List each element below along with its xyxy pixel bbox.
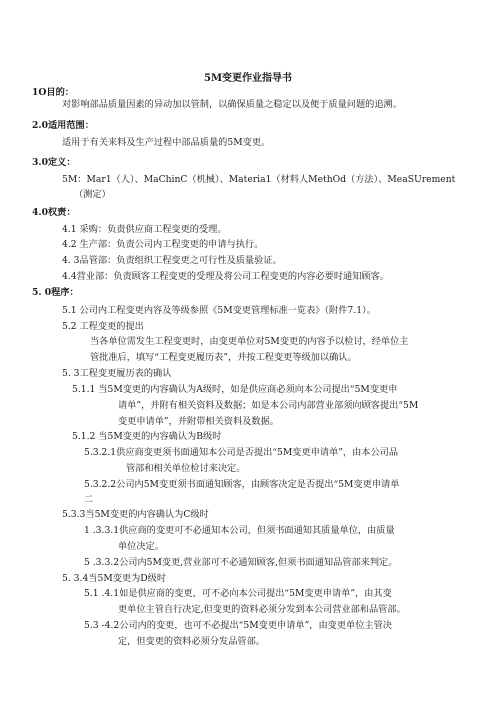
- list-item: 5.2 工程变更的提出: [62, 321, 144, 332]
- body-text: 更单位主管自行决定,但变更的资料必须分发到本公司营业部和品管部。: [118, 604, 406, 615]
- list-item: 5. 3工程变更履历表的确认: [62, 368, 172, 379]
- body-text: 适用于有关来料及生产过程中部品质量的5M变更。: [62, 137, 271, 148]
- body-text: 请单”，并附有相关资料及数据；如是本公司内部营业部须向顾客提出“5M: [118, 400, 419, 411]
- list-item: 5.1 .4.1如是供应商的变更，可不必向本公司提出“5M变更申请单”，由其变: [84, 588, 392, 599]
- list-item: 1 .3.3.1供应商的变更可不必通知本公司，但须书面通知其质量单位，由质量: [84, 525, 395, 536]
- list-item: 5. 3.4当5M变更为D级时: [62, 573, 167, 584]
- body-text: 5M：Mar1（人）、MaChinC（机械）、Materia1（材料人MethOd（方法）、MeaSUrement: [62, 174, 456, 185]
- section-heading: 5. 0程序：: [32, 287, 79, 298]
- list-item: 5.1 公司内工程变更内容及等级参照《5M变更管理标准一览表》（附件7.1）。: [62, 305, 376, 316]
- list-item: 4.4营业部：负责顾客工程变更的受理及将公司工程变更的内容必要时通知顾客。: [62, 271, 389, 282]
- list-item: 5.1.2 当5M变更的内容确认为B级时: [72, 431, 222, 442]
- list-item: 5.3.3当5M变更的内容确认为C级时: [62, 509, 209, 520]
- list-item: 5.3.2.1供应商变更须书面通知本公司是否提出“5M变更申请单”，由本公司品: [84, 447, 399, 458]
- body-text: 定，但变更的资料必须分发品管部。: [118, 636, 265, 647]
- list-item: 4.2 生产部：负责公司内工程变更的申请与执行。: [62, 239, 264, 250]
- list-item: 4. 3品管部：负责组织工程变更之可行性及质量验证。: [62, 255, 282, 266]
- section-heading: 1O目的：: [32, 87, 74, 98]
- list-item: 5 .3.3.2公司内5M变更,营业部可不必通知顾客,但须书面通知品管部来判定。: [84, 557, 398, 568]
- page-title: 5M变更作业指导书: [203, 73, 293, 84]
- list-item: 5.3.2.2公司内5M变更须书面通知顾客，由顾客决定是否提出“5M变更申请单: [84, 479, 400, 490]
- section-heading: 3.0定义：: [32, 157, 76, 168]
- list-item: 4.1 采购：负责供应商工程变更的受理。: [62, 224, 227, 235]
- body-text: 管批准后，填写“工程变更履历表”，并按工程变更等级加以确认。: [90, 352, 357, 363]
- body-text: 二: [84, 494, 94, 505]
- body-text: 单位决定。: [118, 541, 164, 552]
- body-text: 对影响部品质量因素的异动加以管制，以确保质量之稳定以及便于质量问题的追溯。: [62, 99, 402, 110]
- body-text: 管部和相关单位检讨来决定。: [126, 463, 246, 474]
- body-text: （测定）: [74, 189, 111, 200]
- list-item: 5.1.1 当5M变更的内容确认为A级时，如是供应商必须向本公司提出“5M变更申: [72, 384, 398, 395]
- body-text: 当各单位需发生工程变更时，由变更单位对5M变更的内容予以检讨，经单位主: [90, 336, 409, 347]
- body-text: 变更申请单”，并附带相关资料及数据。: [118, 416, 279, 427]
- section-heading: 2.0适用范围：: [32, 120, 94, 131]
- list-item: 5.3 -4.2公司内的变更，也可不必提出“5M变更申请单”，由变更单位主管决: [84, 620, 392, 631]
- section-heading: 4.0权责：: [32, 207, 76, 218]
